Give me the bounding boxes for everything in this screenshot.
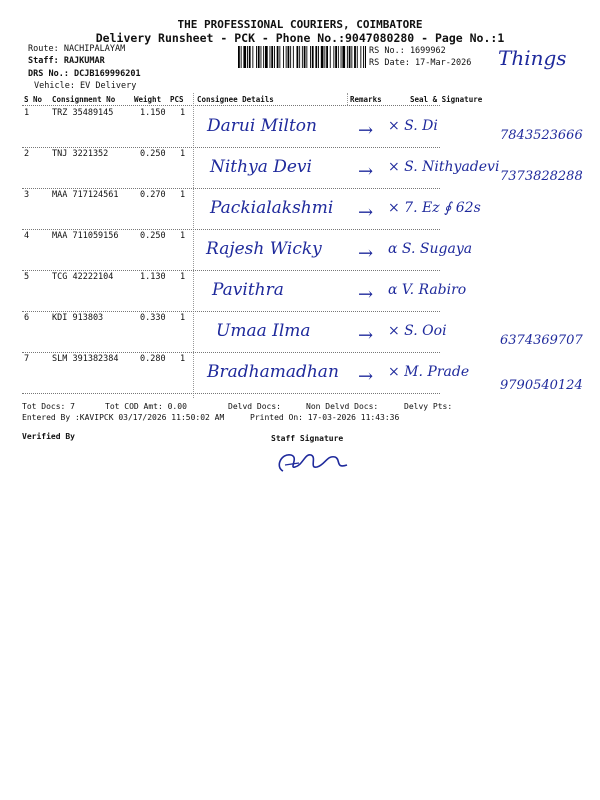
row-weight: 0.250 xyxy=(140,231,166,241)
row-consignment-no: TRZ 35489145 xyxy=(52,108,114,118)
row-weight: 0.280 xyxy=(140,354,166,364)
row-consignee-handwritten: Nithya Devi xyxy=(210,157,312,177)
column-divider xyxy=(347,93,348,105)
barcode-bar xyxy=(338,46,339,68)
row-divider xyxy=(22,352,440,353)
col-seal: Seal & Signature xyxy=(410,95,483,104)
row-divider xyxy=(22,229,440,230)
row-divider xyxy=(22,147,440,148)
row-remark-arrow: → xyxy=(358,325,374,346)
row-sno: 4 xyxy=(24,231,30,241)
row-remark-arrow: → xyxy=(358,161,374,182)
row-remark-arrow: → xyxy=(358,243,374,264)
barcode-bar xyxy=(271,46,273,68)
barcode-bar xyxy=(335,46,337,68)
barcode-bar xyxy=(349,46,351,68)
row-consignment-no: TCG 42222104 xyxy=(52,272,114,282)
row-remark-arrow: → xyxy=(358,284,374,305)
row-pcs: 1 xyxy=(180,149,186,159)
barcode-bar xyxy=(286,46,287,68)
row-phone-handwritten: 9790540124 xyxy=(500,378,583,393)
barcode-bar xyxy=(265,46,268,68)
row-weight: 1.130 xyxy=(140,272,166,282)
row-consignee-handwritten: Packialakshmi xyxy=(210,198,334,218)
barcode-bar xyxy=(354,46,356,68)
barcode-bar xyxy=(297,46,299,68)
row-pcs: 1 xyxy=(180,313,186,323)
row-weight: 1.150 xyxy=(140,108,166,118)
barcode-bar xyxy=(288,46,290,68)
col-remarks: Remarks xyxy=(350,95,382,104)
row-seal-signature: × 7. Ez ∮ 62s xyxy=(388,200,481,216)
row-phone-handwritten: 6374369707 xyxy=(500,333,583,348)
barcode-bar xyxy=(330,46,331,68)
barcode-bar xyxy=(241,46,242,68)
row-divider xyxy=(22,393,440,394)
barcode-bar xyxy=(283,46,284,68)
staff-signature-image xyxy=(255,445,355,475)
barcode-bar xyxy=(326,46,328,68)
barcode-bar xyxy=(299,46,300,68)
row-remark-arrow: → xyxy=(358,366,374,387)
row-phone-handwritten: 7843523666 xyxy=(500,128,583,143)
col-weight: Weight xyxy=(134,95,162,104)
header-divider xyxy=(22,105,440,106)
col-sno: S No xyxy=(24,95,43,104)
barcode-bar xyxy=(279,46,280,68)
row-consignment-no: SLM 391382384 xyxy=(52,354,119,364)
barcode-bar xyxy=(351,46,352,68)
barcode-bar xyxy=(290,46,291,68)
barcode-bar xyxy=(357,46,358,68)
row-remark-arrow: → xyxy=(358,120,374,141)
col-consignee: Consignee Details xyxy=(197,95,274,104)
total-docs: Tot Docs: 7 xyxy=(22,402,75,411)
row-sno: 5 xyxy=(24,272,30,282)
company-title: THE PROFESSIONAL COURIERS, COIMBATORE xyxy=(177,18,423,31)
barcode-bar xyxy=(310,46,311,68)
row-weight: 0.270 xyxy=(140,190,166,200)
row-pcs: 1 xyxy=(180,190,186,200)
barcode-bar xyxy=(252,46,253,68)
barcode-bar xyxy=(318,46,319,68)
row-pcs: 1 xyxy=(180,108,186,118)
row-divider xyxy=(22,311,440,312)
barcode-bar xyxy=(365,46,366,68)
row-seal-signature: α S. Sugaya xyxy=(388,241,473,257)
row-pcs: 1 xyxy=(180,354,186,364)
row-consignment-no: MAA 717124561 xyxy=(52,190,119,200)
barcode-bar xyxy=(315,46,317,68)
row-sno: 3 xyxy=(24,190,30,200)
col-pcs: PCS xyxy=(170,95,184,104)
row-remark-arrow: → xyxy=(358,202,374,223)
barcode-bar xyxy=(261,46,262,68)
barcode-bar xyxy=(263,46,264,68)
delivered-docs: Delvd Docs: xyxy=(228,402,281,411)
row-consignee-handwritten: Darui Milton xyxy=(207,116,317,136)
verified-by: Verified By xyxy=(22,432,75,441)
barcode-bar xyxy=(341,46,342,68)
row-weight: 0.330 xyxy=(140,313,166,323)
barcode-bar xyxy=(274,46,275,68)
row-divider xyxy=(22,270,440,271)
row-phone-handwritten: 7373828288 xyxy=(500,169,583,184)
non-delivered-docs: Non Delvd Docs: xyxy=(306,402,379,411)
barcode-bar xyxy=(247,46,248,68)
barcode-bar xyxy=(243,46,246,68)
row-seal-signature: × M. Prade xyxy=(388,364,470,380)
row-seal-signature: × S. Nithyadevi xyxy=(388,159,500,175)
barcode-bar xyxy=(324,46,325,68)
total-cod: Tot COD Amt: 0.00 xyxy=(105,402,187,411)
drs-number: DRS No.: DCJB169996201 xyxy=(28,69,141,79)
row-sno: 7 xyxy=(24,354,30,364)
row-pcs: 1 xyxy=(180,231,186,241)
rs-date: RS Date: 17-Mar-2026 xyxy=(369,58,472,68)
staff-signature-label: Staff Signature xyxy=(271,434,344,443)
barcode-bar xyxy=(277,46,279,68)
row-consignment-no: MAA 711059156 xyxy=(52,231,119,241)
row-pcs: 1 xyxy=(180,272,186,282)
row-seal-signature: × S. Di xyxy=(388,118,438,134)
row-consignee-handwritten: Rajesh Wicky xyxy=(206,239,322,259)
barcode-bar xyxy=(360,46,361,68)
barcode-bar xyxy=(304,46,306,68)
barcode-bar xyxy=(256,46,257,68)
barcode-image xyxy=(238,46,366,68)
rs-number: RS No.: 1699962 xyxy=(369,46,446,56)
barcode-bar xyxy=(312,46,314,68)
runsheet-subtitle: Delivery Runsheet - PCK - Phone No.:9047080280 - Page No.:1 xyxy=(95,31,505,45)
row-seal-signature: × S. Ooi xyxy=(388,323,447,339)
barcode-bar xyxy=(321,46,324,68)
route-label: Route: NACHIPALAYAM xyxy=(28,44,126,54)
barcode-bar xyxy=(258,46,260,68)
row-consignment-no: TNJ 3221352 xyxy=(52,149,109,159)
printed-on: Printed On: 17-03-2026 11:43:36 xyxy=(250,413,400,422)
delivery-points: Delvy Pts: xyxy=(404,402,453,411)
barcode-bar xyxy=(249,46,251,68)
row-divider xyxy=(22,188,440,189)
row-consignee-handwritten: Umaa Ilma xyxy=(216,321,311,341)
barcode-bar xyxy=(293,46,294,68)
barcode-bar xyxy=(238,46,240,68)
barcode-bar xyxy=(347,46,348,68)
barcode-bar xyxy=(302,46,303,68)
barcode-bar xyxy=(270,46,271,68)
row-sno: 2 xyxy=(24,149,30,159)
barcode-bar xyxy=(342,46,345,68)
row-sno: 6 xyxy=(24,313,30,323)
row-weight: 0.250 xyxy=(140,149,166,159)
barcode-bar xyxy=(333,46,334,68)
col-consignment: Consignment No xyxy=(52,95,116,104)
barcode-bar xyxy=(306,46,307,68)
barcode-bar xyxy=(363,46,364,68)
row-consignee-handwritten: Bradhamadhan xyxy=(207,362,339,382)
row-sno: 1 xyxy=(24,108,30,118)
row-consignee-handwritten: Pavithra xyxy=(212,280,284,300)
entered-by: Entered By :KAVIPCK 03/17/2026 11:50:02 AM xyxy=(22,413,225,422)
staff-label: Staff: RAJKUMAR xyxy=(28,56,105,66)
row-consignment-no: KDI 913803 xyxy=(52,313,104,323)
row-seal-signature: α V. Rabiro xyxy=(388,282,467,298)
vehicle-label: Vehicle: EV Delivery xyxy=(34,81,137,91)
handwritten-corner-note: Things xyxy=(498,46,567,70)
